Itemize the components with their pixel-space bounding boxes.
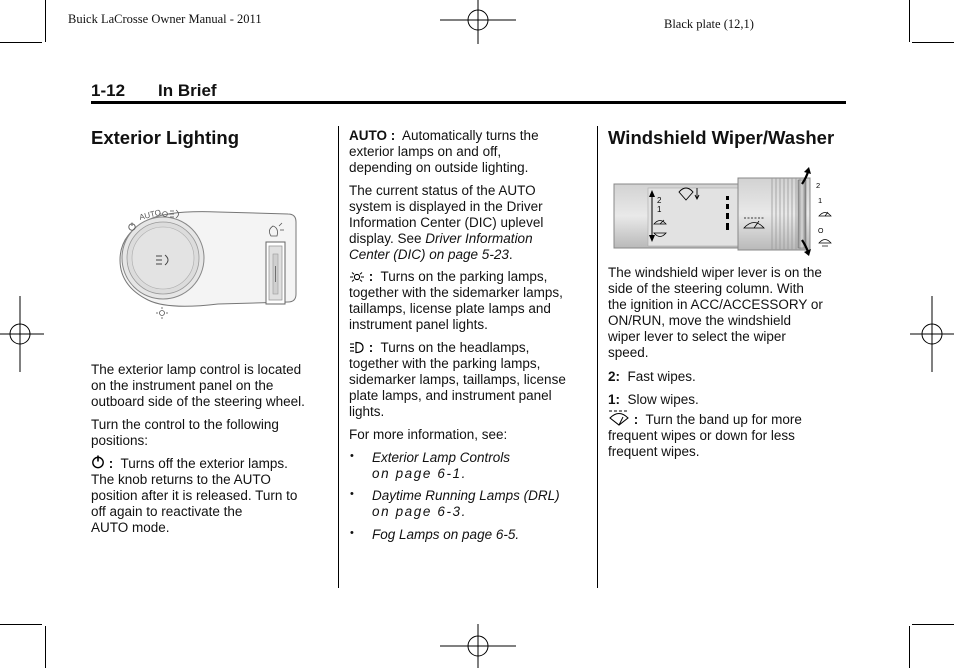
manual-title: Buick LaCrosse Owner Manual - 2011	[68, 12, 262, 26]
delay-band-paragraph	[608, 409, 848, 460]
text-line: Turns on the headlamps,	[380, 340, 530, 355]
text-line: the ignition in ACC/ACCESSORY or	[608, 297, 823, 312]
bullet-list-item	[350, 527, 592, 543]
text-line: The windshield wiper lever is on the	[608, 265, 822, 280]
registration-mark-top	[440, 0, 516, 44]
fast-text: Fast wipes.	[627, 369, 696, 384]
text-line: ON/RUN, move the windshield	[608, 313, 792, 328]
text-line: positions:	[91, 433, 149, 448]
registration-mark-right	[910, 296, 954, 372]
text-line: plate lamps, and instrument panel	[349, 388, 552, 403]
parking-lamp-icon	[349, 271, 365, 283]
auto-label: AUTO :	[349, 128, 396, 143]
band-label-1: 1	[818, 196, 823, 205]
dic-reference-link[interactable]: Driver Information	[425, 231, 533, 246]
headlamp-icon	[349, 341, 365, 354]
windshield-wiper-heading: Windshield Wiper/Washer	[608, 127, 835, 148]
band-label-2: 2	[816, 181, 821, 190]
dic-reference-link[interactable]: Center (DIC) on page 5-23	[349, 247, 509, 262]
section-heading	[91, 81, 217, 101]
off-position-icon	[129, 223, 135, 231]
plate-label: Black plate (12,1)	[664, 17, 754, 31]
text-line: frequent wipes or down for less	[608, 428, 795, 443]
text-line: together with the parking lamps,	[349, 356, 541, 371]
bullet: •	[350, 488, 354, 500]
fog-lamps-link[interactable]: Fog Lamps on page 6-5.	[372, 527, 520, 542]
exterior-lamp-controls-page[interactable]: on page 6-1.	[372, 466, 468, 481]
text-line: taillamps, license plate lamps and	[349, 301, 551, 316]
delay-wiper-icon	[608, 409, 630, 427]
fast-wipes-item	[608, 369, 848, 385]
wiper-lever-illustration	[612, 166, 842, 256]
text-line: Turn the band up for more	[645, 412, 802, 427]
section-number: 1-12	[91, 81, 126, 100]
text-line: system is displayed in the Driver	[349, 199, 543, 214]
bullet: •	[350, 527, 354, 539]
text-line: wiper lever to select the wiper	[608, 329, 786, 344]
header-rule	[91, 101, 846, 104]
auto-paragraph	[349, 128, 589, 176]
text-line: Information Center (DIC) uplevel	[349, 215, 544, 230]
text-line: frequent wipes.	[608, 444, 700, 459]
off-separator: :	[108, 456, 114, 471]
lever-label-1: 1	[657, 205, 662, 214]
slow-text: Slow wipes.	[627, 392, 699, 407]
text-line: The current status of the AUTO	[349, 183, 536, 198]
text-line: AUTO mode.	[91, 520, 170, 535]
text-line: .	[508, 247, 513, 262]
headlamp-separator: :	[368, 340, 374, 355]
auto-status-paragraph	[349, 183, 589, 263]
slow-wipes-item	[608, 392, 848, 408]
off-icon	[91, 455, 105, 469]
daytime-running-lamps-link[interactable]: Daytime Running Lamps (DRL)	[372, 488, 560, 503]
lever-label-2: 2	[657, 196, 662, 205]
slow-label: 1:	[608, 392, 621, 407]
text-line: together with the sidemarker lamps,	[349, 285, 563, 300]
text-line: position after it is released. Turn to	[91, 488, 298, 503]
text-line: off again to reactivate the	[91, 504, 243, 519]
text-line: display. See	[349, 231, 426, 246]
band-label-off: O	[818, 228, 824, 235]
text-line: depending on outside lighting.	[349, 160, 529, 175]
text-line: Automatically turns the	[402, 128, 539, 143]
column-divider-2	[597, 126, 598, 588]
text-line: The knob returns to the AUTO	[91, 472, 271, 487]
text-line: side of the steering column. With	[608, 281, 804, 296]
text-line: instrument panel lights.	[349, 317, 488, 332]
bullet-list-item	[350, 450, 592, 482]
text-line	[349, 128, 589, 144]
band-low-icon	[819, 240, 831, 247]
daytime-running-lamps-page[interactable]: on page 6-3.	[372, 504, 468, 519]
text-line	[349, 247, 589, 263]
text-line: Turns on the parking lamps,	[380, 269, 548, 284]
registration-mark-bottom	[440, 624, 516, 668]
bullet: •	[350, 450, 354, 462]
text-line: on the instrument panel on the	[91, 378, 274, 393]
headlamps-paragraph	[349, 340, 589, 420]
exterior-lighting-heading: Exterior Lighting	[91, 127, 239, 148]
turn-control-paragraph	[91, 417, 331, 449]
text-line	[349, 340, 589, 356]
headlamp-switch-illustration	[108, 198, 302, 322]
text-line: exterior lamps on and off,	[349, 144, 502, 159]
section-title: In Brief	[158, 81, 217, 100]
column-divider-1	[338, 126, 339, 588]
registration-mark-left	[0, 296, 44, 372]
delay-separator: :	[633, 412, 639, 427]
parking-lamps-paragraph	[349, 269, 589, 333]
text-line: sidemarker lamps, taillamps, license	[349, 372, 566, 387]
band-mist-icon	[819, 212, 831, 216]
bullet-list-item	[350, 488, 592, 520]
text-line: The exterior lamp control is located	[91, 362, 302, 377]
knob-auto-label: AUTO	[138, 207, 162, 222]
parking-separator: :	[368, 269, 374, 284]
text-line: speed.	[608, 345, 649, 360]
wiper-lever-paragraph	[608, 265, 848, 361]
text-line	[349, 269, 589, 285]
text-line	[608, 409, 848, 428]
text-line	[349, 231, 589, 247]
dimmer-brightness-icon	[156, 307, 168, 319]
text-line: Turns off the exterior lamps.	[120, 456, 288, 471]
lamp-control-location-paragraph	[91, 362, 331, 410]
text-line: outboard side of the steering wheel.	[91, 394, 305, 409]
text-line	[91, 455, 331, 472]
fast-label: 2:	[608, 369, 621, 384]
text-line: lights.	[349, 404, 385, 419]
off-position-paragraph	[91, 455, 331, 536]
exterior-lamp-controls-link[interactable]: Exterior Lamp Controls	[372, 450, 511, 465]
text-line: Turn the control to the following	[91, 417, 279, 432]
more-info-label: For more information, see:	[349, 427, 508, 442]
